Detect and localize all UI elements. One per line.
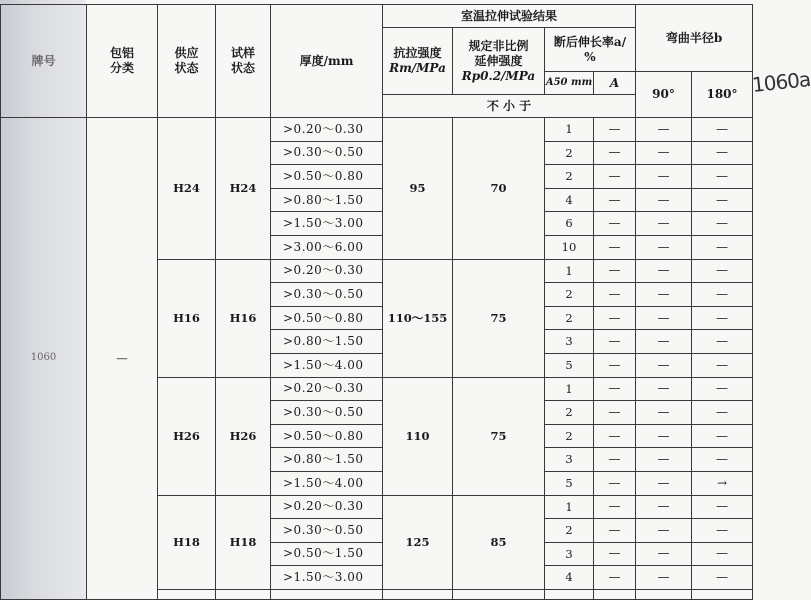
thickness-range: >0.80～1.50 (271, 448, 383, 472)
bend-180: — (692, 330, 753, 354)
elongation-a: — (594, 448, 636, 472)
elongation-a: — (594, 471, 636, 495)
bend-90: — (636, 283, 692, 307)
bend-180: — (692, 401, 753, 425)
bend-90: — (636, 259, 692, 283)
bend-90: — (636, 471, 692, 495)
elongation-a: — (594, 306, 636, 330)
header-rp-symbol: Rp0.2/MPa (461, 68, 536, 83)
elongation-a50: 6 (545, 212, 594, 236)
bend-180: — (692, 495, 753, 519)
tensile-strength: 110～155 (383, 259, 453, 377)
thickness-range: >0.30～0.50 (271, 141, 383, 165)
elongation-a: — (594, 424, 636, 448)
bend-180: — (692, 542, 753, 566)
header-rm-label: 抗拉强度 (393, 46, 442, 60)
bend-90: — (636, 141, 692, 165)
elongation-a50: 5 (545, 471, 594, 495)
tensile-strength: 125 (383, 495, 453, 589)
header-min: 不 小 于 (383, 95, 636, 118)
elongation-a: — (594, 542, 636, 566)
thickness-range: >0.80～1.50 (271, 188, 383, 212)
sample-state: H16 (216, 259, 271, 377)
thickness-range: >1.50～3.00 (271, 212, 383, 236)
yield-strength: 75 (453, 377, 545, 495)
empty-cell (271, 589, 383, 599)
elongation-a50: 4 (545, 566, 594, 590)
elongation-a: — (594, 118, 636, 142)
header-supply: 供应 状态 (158, 5, 216, 118)
elongation-a50: 2 (545, 306, 594, 330)
elongation-a: — (594, 401, 636, 425)
elongation-a: — (594, 283, 636, 307)
elongation-a: — (594, 212, 636, 236)
supply-state: H18 (158, 495, 216, 589)
bend-180: — (692, 519, 753, 543)
bend-180: → (692, 471, 753, 495)
thickness-range: >1.50～4.00 (271, 471, 383, 495)
bend-90: — (636, 401, 692, 425)
header-bend-90: 90° (636, 72, 692, 118)
elongation-a: — (594, 165, 636, 189)
thickness-range: >3.00～6.00 (271, 235, 383, 259)
elongation-a50: 2 (545, 401, 594, 425)
header-thickness: 厚度/mm (271, 5, 383, 118)
elongation-a: — (594, 330, 636, 354)
tensile-strength: 110 (383, 377, 453, 495)
elongation-a: — (594, 235, 636, 259)
elongation-a50: 3 (545, 542, 594, 566)
header-tensile-group: 室温拉伸试验结果 (383, 5, 636, 28)
thickness-range: >0.30～0.50 (271, 283, 383, 307)
empty-cell (545, 589, 594, 599)
empty-cell (383, 589, 453, 599)
header-bend: 弯曲半径b (636, 5, 753, 72)
bend-90: — (636, 519, 692, 543)
thickness-range: >0.30～0.50 (271, 519, 383, 543)
elongation-a50: 4 (545, 188, 594, 212)
header-rm-symbol: Rm/MPa (389, 61, 446, 75)
elongation-a50: 10 (545, 235, 594, 259)
empty-cell (453, 589, 545, 599)
sample-state: H26 (216, 377, 271, 495)
thickness-range: >0.80～1.50 (271, 330, 383, 354)
bend-90: — (636, 188, 692, 212)
thickness-range: >1.50～3.00 (271, 566, 383, 590)
header-sample: 试样 状态 (216, 5, 271, 118)
thickness-range: >0.50～0.80 (271, 165, 383, 189)
elongation-a50: 2 (545, 165, 594, 189)
elongation-a50: 5 (545, 353, 594, 377)
thickness-range: >0.20～0.30 (271, 377, 383, 401)
yield-strength: 70 (453, 118, 545, 260)
thickness-range: >0.20～0.30 (271, 495, 383, 519)
header-rm (383, 28, 453, 95)
elongation-a: — (594, 519, 636, 543)
bend-90: — (636, 377, 692, 401)
elongation-a50: 1 (545, 118, 594, 142)
elongation-a50: 3 (545, 330, 594, 354)
bend-180: — (692, 283, 753, 307)
sample-state: H18 (216, 495, 271, 589)
thickness-range: >0.20～0.30 (271, 259, 383, 283)
bend-180: — (692, 306, 753, 330)
bend-180: — (692, 235, 753, 259)
bend-90: — (636, 118, 692, 142)
elongation-a: — (594, 141, 636, 165)
thickness-range: >1.50～4.00 (271, 353, 383, 377)
elongation-a50: 1 (545, 377, 594, 401)
bend-90: — (636, 212, 692, 236)
header-elongation: 断后伸长率a/ % (545, 28, 636, 72)
yield-strength: 85 (453, 495, 545, 589)
empty-cell (692, 589, 753, 599)
thickness-range: >0.50～0.80 (271, 424, 383, 448)
grade-value: 1060 (1, 118, 87, 600)
handwritten-note: 1060a (750, 67, 811, 97)
header-rp (453, 28, 545, 95)
header-clad: 包铝 分类 (87, 5, 158, 118)
bend-180: — (692, 165, 753, 189)
bend-90: — (636, 542, 692, 566)
empty-cell (594, 589, 636, 599)
header-a: A (594, 72, 636, 95)
bend-180: — (692, 212, 753, 236)
bend-90: — (636, 235, 692, 259)
empty-cell (216, 589, 271, 599)
bend-90: — (636, 330, 692, 354)
elongation-a: — (594, 353, 636, 377)
header-grade: 牌号 (1, 5, 87, 118)
header-a50: A50 mm (545, 72, 594, 95)
elongation-a: — (594, 566, 636, 590)
bend-180: — (692, 141, 753, 165)
elongation-a50: 2 (545, 283, 594, 307)
elongation-a50: 3 (545, 448, 594, 472)
bend-180: — (692, 353, 753, 377)
bend-180: — (692, 424, 753, 448)
bend-180: — (692, 118, 753, 142)
bend-180: — (692, 566, 753, 590)
supply-state: H24 (158, 118, 216, 260)
supply-state: H16 (158, 259, 216, 377)
mechanical-properties-table (0, 4, 753, 600)
tensile-strength: 95 (383, 118, 453, 260)
bend-180: — (692, 377, 753, 401)
thickness-range: >0.30～0.50 (271, 401, 383, 425)
header-bend-180: 180° (692, 72, 753, 118)
bend-90: — (636, 424, 692, 448)
elongation-a50: 2 (545, 519, 594, 543)
bend-90: — (636, 566, 692, 590)
bend-90: — (636, 495, 692, 519)
elongation-a50: 2 (545, 424, 594, 448)
clad-value: — (87, 118, 158, 600)
header-rp-label: 规定非比例 延伸强度 (468, 38, 529, 68)
empty-cell (158, 589, 216, 599)
bend-90: — (636, 353, 692, 377)
yield-strength: 75 (453, 259, 545, 377)
elongation-a: — (594, 259, 636, 283)
elongation-a50: 1 (545, 495, 594, 519)
elongation-a: — (594, 188, 636, 212)
bend-180: — (692, 448, 753, 472)
thickness-range: >0.20～0.30 (271, 118, 383, 142)
thickness-range: >0.50～0.80 (271, 306, 383, 330)
elongation-a50: 1 (545, 259, 594, 283)
bend-90: — (636, 165, 692, 189)
thickness-range: >0.50～1.50 (271, 542, 383, 566)
elongation-a: — (594, 495, 636, 519)
supply-state: H26 (158, 377, 216, 495)
elongation-a: — (594, 377, 636, 401)
sample-state: H24 (216, 118, 271, 260)
bend-90: — (636, 448, 692, 472)
bend-90: — (636, 306, 692, 330)
bend-180: — (692, 259, 753, 283)
elongation-a50: 2 (545, 141, 594, 165)
table-row (1, 118, 753, 142)
empty-cell (636, 589, 692, 599)
bend-180: — (692, 188, 753, 212)
